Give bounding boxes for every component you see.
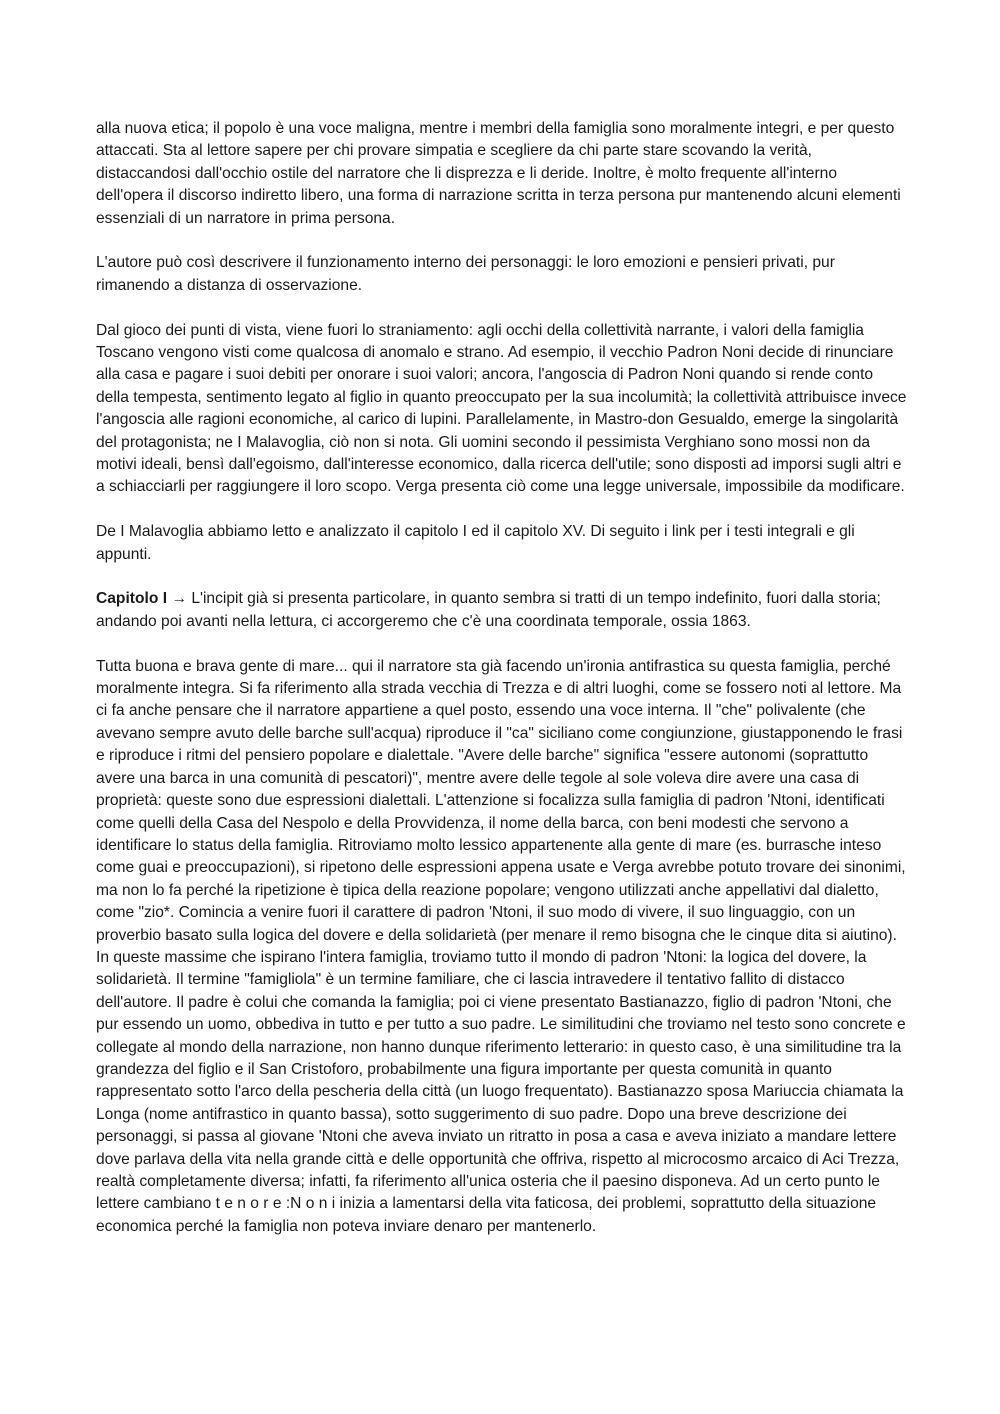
paragraph-straniamento: Dal gioco dei punti di vista, viene fuori lo straniamento: agli occhi della collettività narrante, i valori della famiglia Toscano vengono visti come qualcosa di anomalo e strano. Ad esempio, il vecchio Padron Noni decide di rinunciare alla casa e pagare i suoi debiti per onorare i suoi valori; ancora, l'angoscia di Padron Noni quando si rende conto della tempesta, sentimento legato al figlio in quanto preoccupato per la sua incolumità; la collettività attribuisce invece l'angoscia alle ragioni economiche, al carico di lupini. Parallelamente, in Mastro-don Gesualdo, emerge la singolarità del protagonista; ne I Malavoglia, ciò non si nota. Gli uomini secondo il pessimista Verghiano sono mossi non da motivi ideali, bensì dall'egoismo, dall'interesse economico, dalla ricerca dell'utile; sono disposti ad imporsi sugli altri e a schiacciarli per raggiungere il loro scopo. Verga presenta ciò come una legge universale, impossibile da modificare. xyxy=(96,321,907,496)
paragraph-analysis: Tutta buona e brava gente di mare... qui il narratore sta già facendo un'ironia antifrastica su questa famiglia, perché moralmente integra. Si fa riferimento alla strada vecchia di Trezza e di altri luoghi, come se fossero noti al lettore. Ma ci fa anche pensare che il narratore appartiene a quel posto, essendo una voce interna. Il "che" polivalente (che avevano sempre avuto delle barche sull'acqua) riproduce il "ca" siciliano come congiunzione, giustapponendo le frasi e riproduce i ritmi del pensiero popolare e dialettale. "Avere delle barche" significa "essere autonomi (soprattutto avere una barca in una comunità di pescatori)", mentre avere delle tegole al sole voleva dire avere una casa di proprietà: queste sono due espressioni dialettali. L'attenzione si focalizza sulla famiglia di padron 'Ntoni, identificati come quelli della Casa del Nespolo e della Provvidenza, il nome della barca, con beni modesti che servono a identificare lo status della famiglia. Ritroviamo molto lessico appartenente alla gente di mare (es. burrasche inteso come guai e preoccupazioni), si ripetono delle espressioni appena usate e Verga avrebbe potuto trovare dei sinonimi, ma non lo fa perché la ripetizione è tipica della reazione popolare; vengono utilizzati anche appellativi dal dialetto, come "zio*. Comincia a venire fuori il carattere di padron 'Ntoni, il suo modo di vivere, il suo linguaggio, con un proverbio basato sulla logica del dovere e della solidarietà (per menare il remo bisogna che le cinque dita si aiutino). In queste massime che ispirano l'intera famiglia, troviamo tutto il mondo di padron 'Ntoni: la logica del dovere, la solidarietà. Il termine "famigliola" è un termine familiare, che ci lascia intravedere il tentativo fallito di distacco dell'autore. Il padre è colui che comanda la famiglia; poi ci viene presentato Bastianazzo, figlio di padron 'Ntoni, che pur essendo un uomo, obbediva in tutto e per tutto a suo padre. Le similitudini che troviamo nel testo sono concrete e collegate al mondo della narrazione, non hanno dunque riferimento letterario: in questo caso, è una similitudine tra la grandezza del figlio e il San Cristoforo, probabilmente una figura importante per questa comunità in quanto rappresentato sotto l'arco della pescheria della città (un luogo frequentato). Bastianazzo sposa Mariuccia chiamata la Longa (nome antifrastico in quanto bassa), sotto suggerimento di suo padre. Dopo una breve descrizione dei personaggi, si passa al giovane 'Ntoni che aveva inviato un ritratto in posa a casa e aveva iniziato a mandare lettere dove parlava della vita nella grande città e delle opportunità che offriva, rispetto al microcosmo arcaico di Aci Trezza, realtà completamente diversa; infatti, fa riferimento all'unica osteria che il paesino disponeva. Ad un certo punto le lettere cambiano t e n o r e :N o n i inizia a lamentarsi della vita faticosa, dei problemi, soprattutto della situazione economica perché la famiglia non poteva inviare denaro per mantenerlo. xyxy=(96,657,906,1235)
paragraph-capitolo-i xyxy=(96,588,908,633)
arrow-right-icon: → xyxy=(171,590,187,608)
paragraph-author-description: L'autore può così descrivere il funzionamento interno dei personaggi: le loro emozioni e pensieri privati, pur rimanendo a distanza di osservazione. xyxy=(96,254,835,294)
document-page xyxy=(96,118,908,1261)
capitolo-i-heading: Capitolo I xyxy=(96,590,168,608)
paragraph-ethics: alla nuova etica; il popolo è una voce maligna, mentre i membri della famiglia sono moralmente integri, e per questo attaccati. Sta al lettore sapere per chi provare simpatia e scegliere da chi parte stare scovando la verità, distaccandosi dall'occhio ostile del narratore che li disprezza e li deride. Inoltre, è molto frequente all'interno dell'opera il discorso indiretto libero, una forma di narrazione scritta in terza persona pur mantenendo alcuni elementi essenziali di un narratore in prima persona. xyxy=(96,120,901,227)
capitolo-i-text: L'incipit già si presenta particolare, in quanto sembra si tratti di un tempo indefinito, fuori dalla storia; andando poi avanti nella lettura, ci accorgeremo che c'è una coordinata temporale, ossia 1863. xyxy=(96,590,881,630)
paragraph-chapters-read: De I Malavoglia abbiamo letto e analizzato il capitolo I ed il capitolo XV. Di seguito i link per i testi integrali e gli appunti. xyxy=(96,523,855,563)
